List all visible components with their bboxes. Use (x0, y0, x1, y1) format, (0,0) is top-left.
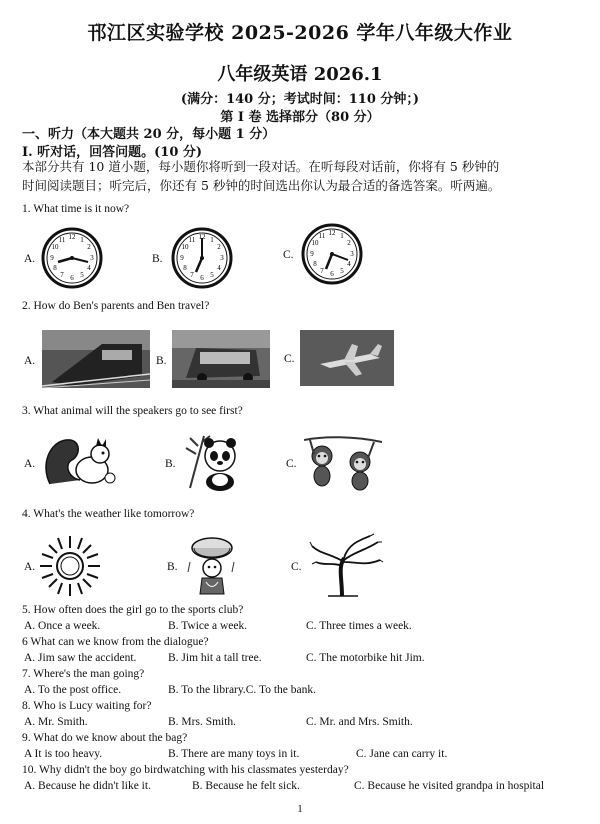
q7-option-a: A. To the post office. (24, 684, 122, 696)
svg-text:12: 12 (198, 233, 206, 241)
svg-text:2: 2 (87, 243, 91, 251)
question-4: 4. What's the weather like tomorrow? (22, 508, 195, 520)
svg-text:2: 2 (217, 243, 221, 251)
q5-option-a: A. Once a week. (24, 620, 101, 632)
svg-text:7: 7 (320, 267, 324, 275)
part-title: 第 I 卷 选择部分（80 分） (220, 110, 380, 125)
svg-text:12: 12 (328, 229, 336, 237)
score-time: (满分：140 分；考试时间：110 分钟；) (180, 92, 420, 107)
windy-tree-icon (308, 532, 384, 598)
school-title: 邗江区实验学校 2025-2026 学年八年级大作业 (87, 22, 513, 44)
question-1: 1. What time is it now? (22, 203, 130, 215)
q6-option-b: B. Jim hit a tall tree. (168, 652, 262, 664)
svg-text:1: 1 (80, 236, 84, 244)
svg-text:4: 4 (87, 264, 91, 272)
svg-text:4: 4 (217, 264, 221, 272)
svg-text:3: 3 (350, 250, 354, 258)
svg-text:10: 10 (311, 239, 319, 247)
train-photo (42, 330, 150, 388)
svg-text:5: 5 (340, 267, 344, 275)
instructions-line-2: 时间阅读题目；听完后，你还有 5 秒钟的时间选出你认为最合适的备选答案。听两遍。 (22, 178, 501, 193)
q7-option-bc: B. To the library.C. To the bank. (168, 684, 316, 696)
q4-label-a: A. (24, 561, 36, 573)
q2-label-a: A. (24, 355, 36, 367)
page-number: 1 (297, 803, 303, 815)
q1-label-c: C. (283, 249, 294, 261)
svg-text:5: 5 (210, 271, 214, 279)
svg-text:7: 7 (190, 271, 194, 279)
svg-text:11: 11 (318, 232, 326, 240)
svg-text:9: 9 (50, 254, 54, 262)
monkeys-icon (304, 434, 382, 492)
q3-label-b: B. (165, 458, 176, 470)
svg-text:6: 6 (200, 274, 204, 282)
sun-icon (38, 534, 102, 598)
q10-option-c: C. Because he visited grandpa in hospital (354, 780, 545, 792)
svg-text:10: 10 (51, 243, 59, 251)
q6-option-c: C. The motorbike hit Jim. (306, 652, 425, 664)
cloud-rain-icon (184, 532, 240, 598)
question-6: 6 What can we know from the dialogue? (22, 636, 209, 648)
clock-icon (170, 226, 234, 290)
sub-heading: I. 听对话，回答问题。(10 分) (22, 145, 203, 160)
q3-label-a: A. (24, 458, 36, 470)
q1-label-b: B. (152, 253, 163, 265)
q4-label-b: B. (167, 561, 178, 573)
question-2: 2. How do Ben's parents and Ben travel? (22, 300, 210, 312)
q5-option-c: C. Three times a week. (306, 620, 412, 632)
svg-text:8: 8 (53, 264, 57, 272)
q8-option-a: A. Mr. Smith. (24, 716, 88, 728)
svg-text:7: 7 (60, 271, 64, 279)
svg-text:4: 4 (347, 260, 351, 268)
svg-text:6: 6 (70, 274, 74, 282)
q6-option-a: A. Jim saw the accident. (24, 652, 137, 664)
question-9: 9. What do we know about the bag? (22, 732, 188, 744)
svg-text:9: 9 (310, 250, 314, 258)
svg-text:11: 11 (188, 236, 196, 244)
svg-text:8: 8 (183, 264, 187, 272)
svg-text:10: 10 (181, 243, 189, 251)
clock-icon (300, 222, 364, 286)
question-3: 3. What animal will the speakers go to see first? (22, 405, 243, 417)
q5-option-b: B. Twice a week. (168, 620, 248, 632)
q10-option-b: B. Because he felt sick. (192, 780, 300, 792)
instructions-line-1: 本部分共有 10 道小题，每小题你将听到一段对话。在听每段对话前，你将有 5 秒钟的 (22, 159, 500, 174)
q3-label-c: C. (286, 458, 297, 470)
q10-option-a: A. Because he didn't like it. (24, 780, 151, 792)
svg-text:8: 8 (313, 260, 317, 268)
panda-icon (182, 432, 244, 492)
q9-option-b: B. There are many toys in it. (168, 748, 300, 760)
question-5: 5. How often does the girl go to the sports club? (22, 604, 244, 616)
q9-option-a: A It is too heavy. (24, 748, 103, 760)
svg-text:6: 6 (330, 270, 334, 278)
svg-text:3: 3 (220, 254, 224, 262)
svg-text:5: 5 (80, 271, 84, 279)
question-10: 10. Why didn't the boy go birdwatching with his classmates yesterday? (22, 764, 349, 776)
q2-label-c: C. (284, 353, 295, 365)
plane-photo (300, 330, 394, 386)
clock-icon (40, 226, 104, 290)
q4-label-c: C. (291, 561, 302, 573)
svg-text:1: 1 (340, 232, 344, 240)
q9-option-c: C. Jane can carry it. (356, 748, 448, 760)
instructions (22, 157, 587, 195)
q8-option-b: B. Mrs. Smith. (168, 716, 237, 728)
svg-text:1: 1 (210, 236, 214, 244)
q2-label-b: B. (156, 355, 167, 367)
section-heading: 一、听力（本大题共 20 分，每小题 1 分） (22, 127, 276, 142)
q8-option-c: C. Mr. and Mrs. Smith. (306, 716, 413, 728)
svg-text:3: 3 (90, 254, 94, 262)
svg-text:11: 11 (58, 236, 66, 244)
question-8: 8. Who is Lucy waiting for? (22, 700, 152, 712)
svg-text:2: 2 (347, 239, 351, 247)
bus-photo (172, 330, 270, 388)
q1-label-a: A. (24, 253, 36, 265)
svg-text:9: 9 (180, 254, 184, 262)
subject-title: 八年级英语 2026.1 (217, 64, 383, 85)
svg-text:12: 12 (68, 233, 76, 241)
squirrel-icon (40, 434, 120, 490)
question-7: 7. Where's the man going? (22, 668, 145, 680)
